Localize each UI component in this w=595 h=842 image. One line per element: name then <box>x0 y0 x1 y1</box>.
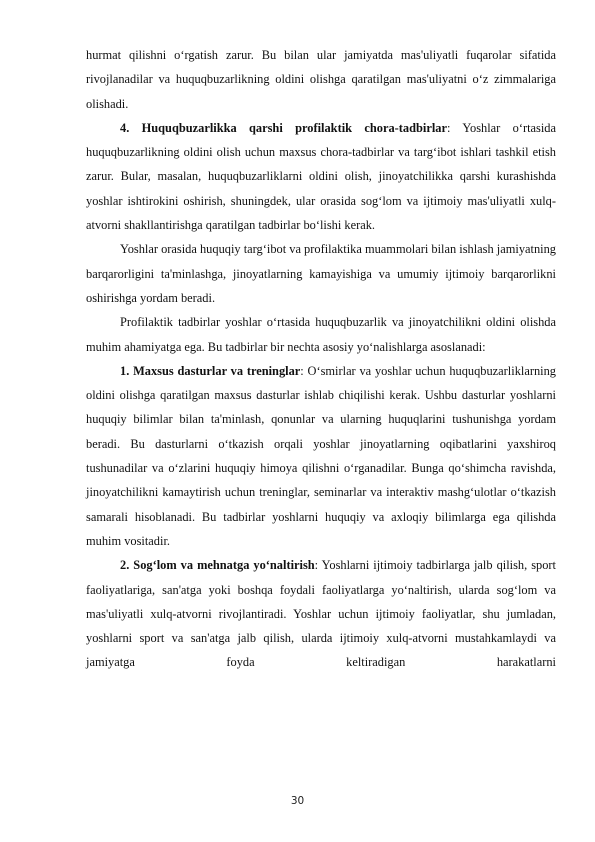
paragraph-text: Yoshlar orasida huquqiy targ‘ibot va profilaktika muammolari bilan ishlash jamiyatning barqarorligini ta'minlashga, jinoyatlarning kamayishiga va umumiy ijtimoiy barqarorlikni oshirishga yordam beradi. <box>86 242 556 305</box>
paragraph-continuation <box>86 43 556 116</box>
paragraph-healthy-lifestyle <box>86 553 556 674</box>
paragraph-prophylactic-intro <box>86 310 556 359</box>
paragraph-legal-propaganda <box>86 237 556 310</box>
list-item-heading: 2. Sog‘lom va mehnatga yo‘naltirish <box>120 558 315 573</box>
page-number: 30 <box>290 795 305 807</box>
list-item-heading: 1. Maxsus dasturlar va treninglar <box>120 363 301 378</box>
paragraph-text: : O‘smirlar va yoshlar uchun huquqbuzarliklarning oldini olishga qaratilgan maxsus dasturlar ishlab chiqilishi kerak. Ushbu dasturlar yoshlarni huquqiy bilimlar bilan ta'minlash, qonunlar va ularning huquqlarini tushunishga yordam beradi. Bu dasturlarni o‘tkazish orqali yoshlar jinoyatlarning oqibatlarini yaxshiroq tushunadilar va o‘zlarini huquqiy himoya qilishni o‘rganadilar. Bunga qo‘shimcha ravishda, jinoyatchilikni kamaytirish uchun treninglar, seminarlar va interaktiv mashg‘ulotlar o‘tkazish samarali hisoblanadi. Bu tadbirlar yoshlarni huquqiy va axloqiy bilimlarga ega qilishda muhim vositadir. <box>86 363 556 548</box>
document-body <box>86 43 556 675</box>
paragraph-text: hurmat qilishni o‘rgatish zarur. Bu bilan ular jamiyatda mas'uliyatli fuqarolar sifatida rivojlanadilar va huquqbuzarlikning oldini olishga qaratilgan mas'uliyatni o‘z zimmalariga olishadi. <box>86 48 556 111</box>
paragraph-special-programs <box>86 359 556 553</box>
paragraph-prevention-measures <box>86 116 556 237</box>
paragraph-text: : Yoshlar o‘rtasida huquqbuzarlikning oldini olish uchun maxsus chora-tadbirlar va targ‘ibot ishlari tashkil etish zarur. Bular, masalan, huquqbuzarliklarni oldini olish, jinoyatchilikka qarshi kurashishda yoshlar ishtirokini oshirish, shuningdek, ular orasida sog‘lom va ijtimoiy mas'uliyatli xulq-atvorni shakllantirishga qaratilgan tadbirlar bo‘lishi kerak. <box>86 120 556 233</box>
section-heading: 4. Huquqbuzarlikka qarshi profilaktik chora-tadbirlar <box>120 120 447 135</box>
paragraph-text: : Yoshlarni ijtimoiy tadbirlarga jalb qilish, sport faoliyatlariga, san'atga yoki boshqa foydali faoliyatlarga yo‘naltirish, ularda sog‘lom va mas'uliyatli xulq-atvorni rivojlantiradi. Yoshlar uchun ijtimoiy faoliyatlar, shu jumladan, yoshlarni sport va san'atga jalb qilish, ularda ijtimoiy xulq-atvorni mustahkamlaydi va jamiyatga foyda keltiradigan harakatlarni <box>86 558 557 670</box>
paragraph-text: Profilaktik tadbirlar yoshlar o‘rtasida huquqbuzarlik va jinoyatchilikni oldini olishda muhim ahamiyatga ega. Bu tadbirlar bir nechta asosiy yo‘nalishlarga asoslanadi: <box>86 315 556 354</box>
